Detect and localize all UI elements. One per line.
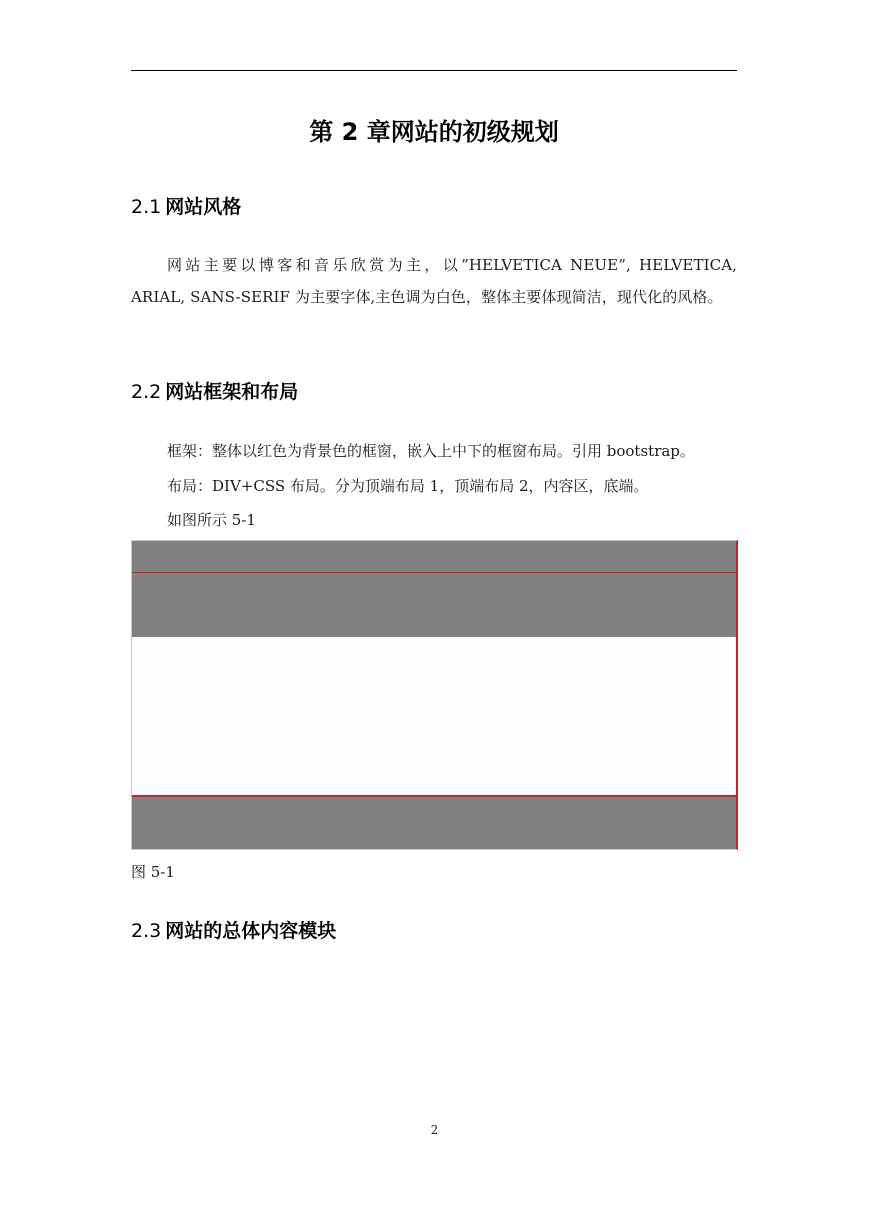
framework-line: 框架：整体以红色为背景色的框窗，嵌入上中下的框窗布局。引用 bootstrap。 <box>167 442 695 460</box>
chapter-title: 第 2 章网站的初级规划 <box>309 118 559 146</box>
section-number: 2.1 <box>131 196 162 218</box>
bottom-block <box>132 797 736 849</box>
section-title: 网站的总体内容模块 <box>165 920 337 942</box>
figure-caption: 图 5-1 <box>131 863 175 881</box>
content-area-block <box>132 637 736 797</box>
layout-figure <box>131 540 738 850</box>
top-layout-2-block <box>132 573 736 637</box>
section-2-1-paragraph: 网站主要以博客和音乐欣赏为主，以”HELVETICA NEUE”, HELVETICA, ARIAL, SANS-SERIF 为主要字体,主色调为白色，整体主要体现简洁，现代化的风格。 <box>131 256 737 306</box>
section-heading-2-2 <box>131 379 298 405</box>
section-title: 网站框架和布局 <box>165 381 299 403</box>
section-heading-2-3 <box>131 918 336 944</box>
section-number: 2.2 <box>131 381 162 403</box>
figure-reference-line: 如图所示 5-1 <box>167 511 256 529</box>
section-title: 网站风格 <box>165 196 242 218</box>
layout-line: 布局：DIV+CSS 布局。分为顶端布局 1，顶端布局 2，内容区，底端。 <box>167 477 649 495</box>
page-number: 2 <box>430 1123 439 1137</box>
top-layout-1-block <box>132 541 736 573</box>
header-rule <box>131 70 737 71</box>
section-number: 2.3 <box>131 920 162 942</box>
section-heading-2-1 <box>131 194 241 220</box>
